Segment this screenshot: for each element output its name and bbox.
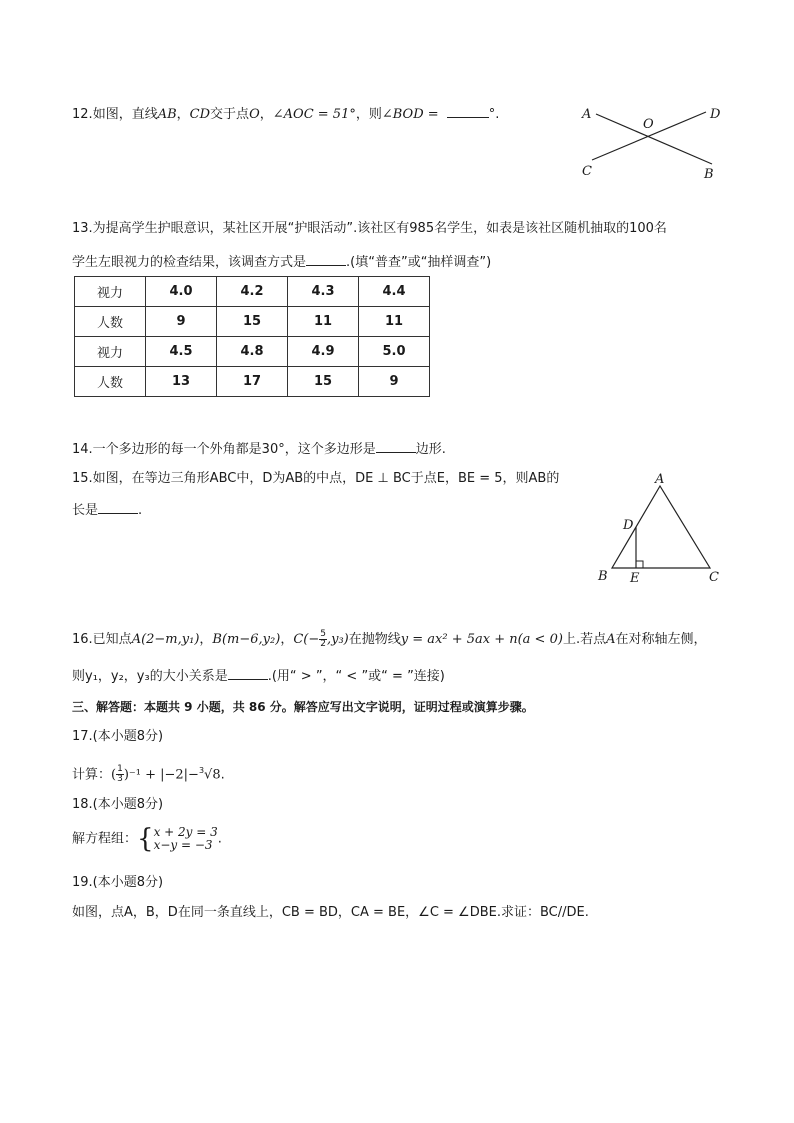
table-row: 视力 4.5 4.8 4.9 5.0 xyxy=(75,337,430,367)
q15-line2: 长是 . xyxy=(72,500,142,520)
q14-answer-blank xyxy=(376,439,416,453)
q12-text: 12.如图，直线AB，CD交于点O，∠AOC = 51°，则∠BOD = °. xyxy=(72,104,499,124)
label-a: A xyxy=(582,107,592,122)
equation-system: x + 2y = 3 x−y = −3 xyxy=(153,825,218,852)
q19-body: 如图，点A，B，D在同一条直线上，CB = BD，CA = BE，∠C = ∠DBE.求证：BC//DE. xyxy=(72,905,589,920)
label-c: C xyxy=(582,164,592,179)
q15-line1: 15.如图，在等边三角形ABC中，D为AB的中点，DE ⊥ BC于点E，BE = 5，则AB的 xyxy=(72,471,560,486)
q18-system: 解方程组：{ x + 2y = 3 x−y = −3 . xyxy=(72,824,222,854)
fraction-five-halves: $\frac{5}{2}$ xyxy=(320,629,326,649)
label-a: A xyxy=(655,472,665,487)
table-row: 人数 13 17 15 9 xyxy=(75,367,430,397)
table-row: 视力 4.0 4.2 4.3 4.4 xyxy=(75,277,430,307)
label-b: B xyxy=(704,167,714,182)
q14-text: 14.一个多边形的每一个外角都是30°，这个多边形是 边形. xyxy=(72,439,446,459)
q12-answer-blank xyxy=(447,104,489,118)
q17-expression: 计算：( $\frac{1}{3}$ )⁻¹ + |−2|−$^3$√8. xyxy=(72,764,225,785)
right-angle-mark xyxy=(636,561,643,568)
q16-line1: 16.已知点A(2−m,y₁)，B(m−6,y₂)，C(− $\frac{5}{2}$ ,y₃)在抛物线y = ax² + 5ax + n(a < 0)上.若点A在对称轴左侧， xyxy=(72,629,707,649)
q19-heading: 19.(本小题8分) xyxy=(72,875,164,890)
q13-line1: 13.为提高学生护眼意识，某社区开展“护眼活动”.该社区有985名学生，如表是该社区随机抽取的100名 xyxy=(72,221,667,236)
q18-heading: 18.(本小题8分) xyxy=(72,797,164,812)
section-three-heading: 三、解答题：本题共 9 小题，共 86 分。解答应写出文字说明，证明过程或演算步骤。 xyxy=(72,700,534,714)
q15-answer-blank xyxy=(98,500,138,514)
label-b: B xyxy=(598,569,608,584)
vision-table xyxy=(74,276,430,397)
label-e: E xyxy=(630,571,640,586)
q13-line2: 学生左眼视力的检查结果，该调查方式是 .(填“普查”或“抽样调查”) xyxy=(72,252,491,272)
table-row: 人数 9 15 11 11 xyxy=(75,307,430,337)
label-o: O xyxy=(643,117,654,132)
q12-figure-intersecting-lines xyxy=(574,100,730,184)
q13-answer-blank xyxy=(306,252,346,266)
label-d: D xyxy=(710,107,721,122)
q17-heading: 17.(本小题8分) xyxy=(72,729,164,744)
q15-figure-equilateral-triangle xyxy=(594,470,724,590)
q16-line2: 则y₁，y₂，y₃的大小关系是 .(用“ > ”，“ < ”或“ = ”连接) xyxy=(72,666,445,686)
label-d: D xyxy=(623,518,634,533)
fraction-one-third: $\frac{1}{3}$ xyxy=(117,764,123,785)
q16-answer-blank xyxy=(228,666,268,680)
line-ab xyxy=(596,114,712,164)
label-c: C xyxy=(709,570,719,585)
